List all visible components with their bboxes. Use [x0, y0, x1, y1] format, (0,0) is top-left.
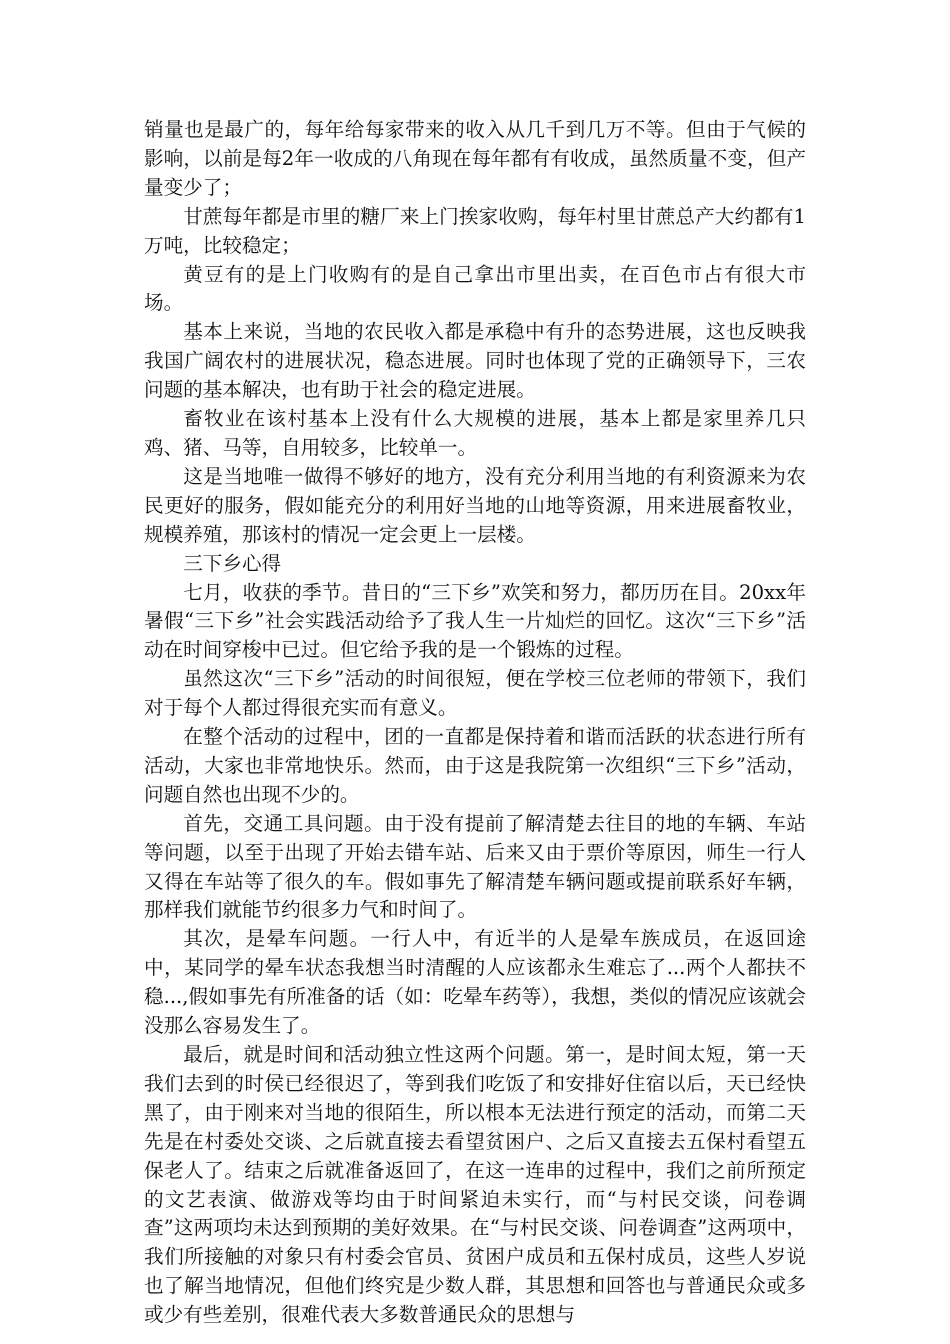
paragraph-4: 基本上来说，当地的农民收入都是承稳中有升的态势进展，这也反映我我国广阔农村的进展状况，稳态进展。同时也体现了党的正确领导下，三农问题的基本解决，也有助于社会的稳定进展。: [144, 320, 806, 402]
paragraph-1: 销量也是最广的，每年给每家带来的收入从几千到几万不等。但由于气候的影响，以前是每2年一收成的八角现在每年都有有收成，虽然质量不变，但产量变少了；: [144, 118, 806, 199]
paragraph-6: 这是当地唯一做得不够好的地方，没有充分利用当地的有利资源来为农民更好的服务，假如能充分的利用好当地的山地等资源，用来进展畜牧业，规模养殖，那该村的情况一定会更上一层楼。: [144, 464, 806, 546]
paragraph-10: 在整个活动的过程中，团的一直都是保持着和谐而活跃的状态进行所有活动，大家也非常地快乐。然而，由于这是我院第一次组织“三下乡”活动，问题自然也出现不少的。: [144, 725, 806, 806]
paragraph-2: 甘蔗每年都是市里的糖厂来上门挨家收购，每年村里甘蔗总产大约都有1万吨，比较稳定；: [144, 204, 806, 257]
section-heading: 三下乡心得: [183, 551, 282, 575]
document-body: [144, 116, 806, 1330]
paragraph-13: 最后，就是时间和活动独立性这两个问题。第一，是时间太短，第一天我们去到的时侯已经很迟了，等到我们吃饭了和安排好住宿以后，天已经快黑了，由于刚来对当地的很陌生，所以根本无法进行预定的活动，而第二天先是在村委处交谈、之后就直接去看望贫困户、之后又直接去五保村看望五保老人了。结束之后就准备返回了，在这一连串的过程中，我们之前所预定的文艺表演、做游戏等均由于时间紧迫未实行，而“与村民交谈，问卷调查”这两项均未达到预期的美好效果。在“与村民交谈、问卷调查”这两项中，我们所接触的对象只有村委会官员、贫困户成员和五保村成员，这些人岁说也了解当地情况，但他们终究是少数人群，其思想和回答也与普通民众或多或少有些差别，很难代表大多数普通民众的思想与: [144, 1043, 806, 1327]
paragraph-3: 黄豆有的是上门收购有的是自己拿出市里出卖，在百色市占有很大市场。: [144, 262, 806, 315]
paragraph-12: 其次，是晕车问题。一行人中，有近半的人是晕车族成员，在返回途中，某同学的晕车状态我想当时清醒的人应该都永生难忘了...两个人都扶不稳...,假如事先有所准备的话（如：吃晕车药等），我想，类似的情况应该就会没那么容易发生了。: [144, 927, 806, 1038]
paragraph-5: 畜牧业在该村基本上没有什么大规模的进展，基本上都是家里养几只鸡、猪、马等，自用较多，比较单一。: [144, 407, 806, 459]
paragraph-9: 虽然这次“三下乡”活动的时间很短，便在学校三位老师的带领下，我们对于每个人都过得很充实而有意义。: [144, 667, 806, 720]
paragraph-11: 首先，交通工具问题。由于没有提前了解清楚去往目的地的车辆、车站等问题，以至于出现了开始去错车站、后来又由于票价等原因，师生一行人又得在车站等了很久的车。假如事先了解清楚车辆问题或提前联系好车辆，那样我们就能节约很多力气和时间了。: [144, 811, 806, 922]
paragraph-8: 七月，收获的季节。昔日的“三下乡”欢笑和努力，都历历在目。20xx年暑假“三下乡”社会实践活动给予了我人生一片灿烂的回忆。这次“三下乡”活动在时间穿梭中已过。但它给予我的是一个锻炼的过程。: [144, 580, 806, 662]
